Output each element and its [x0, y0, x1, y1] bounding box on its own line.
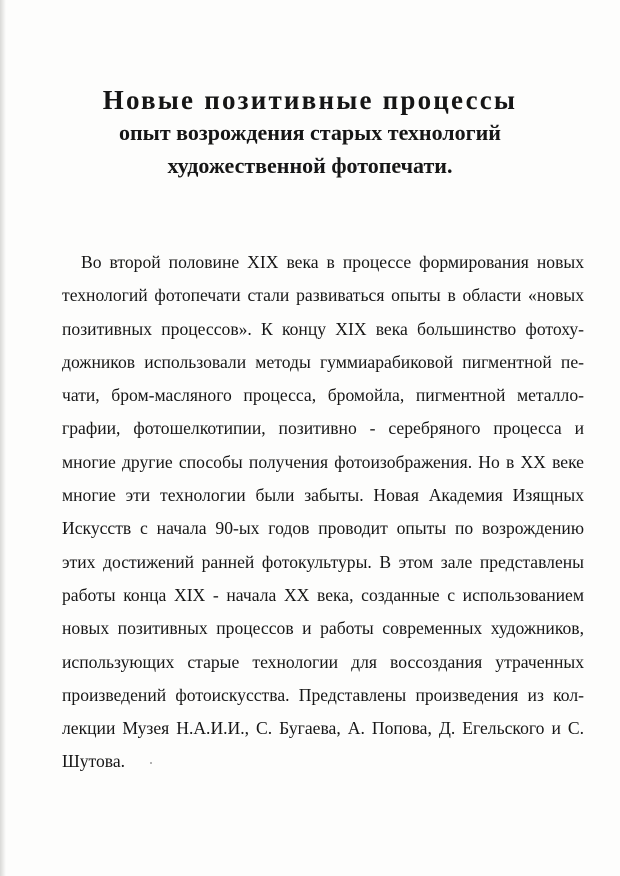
paragraph-line: новых позитивных процессов и работы современных художников, [62, 618, 584, 639]
paragraph-line: позитивных процессов». К концу XIX века большинство фотоху- [62, 318, 584, 339]
paragraph-line: технологий фотопечати стали развиваться опыты в области «новых [62, 285, 584, 306]
paragraph-line: произведений фотоискусства. Представлены произведения из кол- [62, 684, 584, 705]
paragraph-line: использующих старые технологии для воссоздания утраченных [62, 651, 584, 672]
paragraph-line: многие другие способы получения фотоизображения. Но в XX веке [62, 451, 584, 472]
document-heading [0, 84, 620, 182]
paragraph-line: многие эти технологии были забыты. Новая Академия Изящных [62, 485, 584, 506]
paragraph-line: Искусств с начала 90-ых годов проводит опыты по возрождению [62, 518, 584, 539]
body-paragraph [62, 246, 584, 779]
paragraph-line: Во второй половине XIX века в процессе формирования новых [81, 252, 584, 272]
document-subtitle-line-1: опыт возрождения старых технологий [119, 120, 501, 145]
document-title: Новые позитивные процессы [102, 85, 518, 115]
paragraph-line: работы конца XIX - начала XX века, созданные с использованием [62, 584, 584, 605]
paragraph-line: дожников использовали методы гуммиарабиковой пигментной пе- [62, 351, 584, 372]
paragraph-line: лекции Музея Н.А.И.И., С. Бугаева, А. Попова, Д. Егельского и С. [62, 718, 584, 739]
paragraph-line: чати, бром-масляного процесса, бромойла, пигментной металло- [62, 385, 584, 406]
paragraph-line: этих достижений ранней фотокультуры. В этом зале представлены [62, 551, 584, 572]
paragraph-line: графии, фотошелкотипии, позитивно - серебряного процесса и [62, 418, 584, 439]
paragraph-line: Шутова. [62, 751, 126, 772]
document-subtitle-line-2: художественной фотопечати. [167, 153, 453, 178]
scan-speck [150, 762, 152, 764]
